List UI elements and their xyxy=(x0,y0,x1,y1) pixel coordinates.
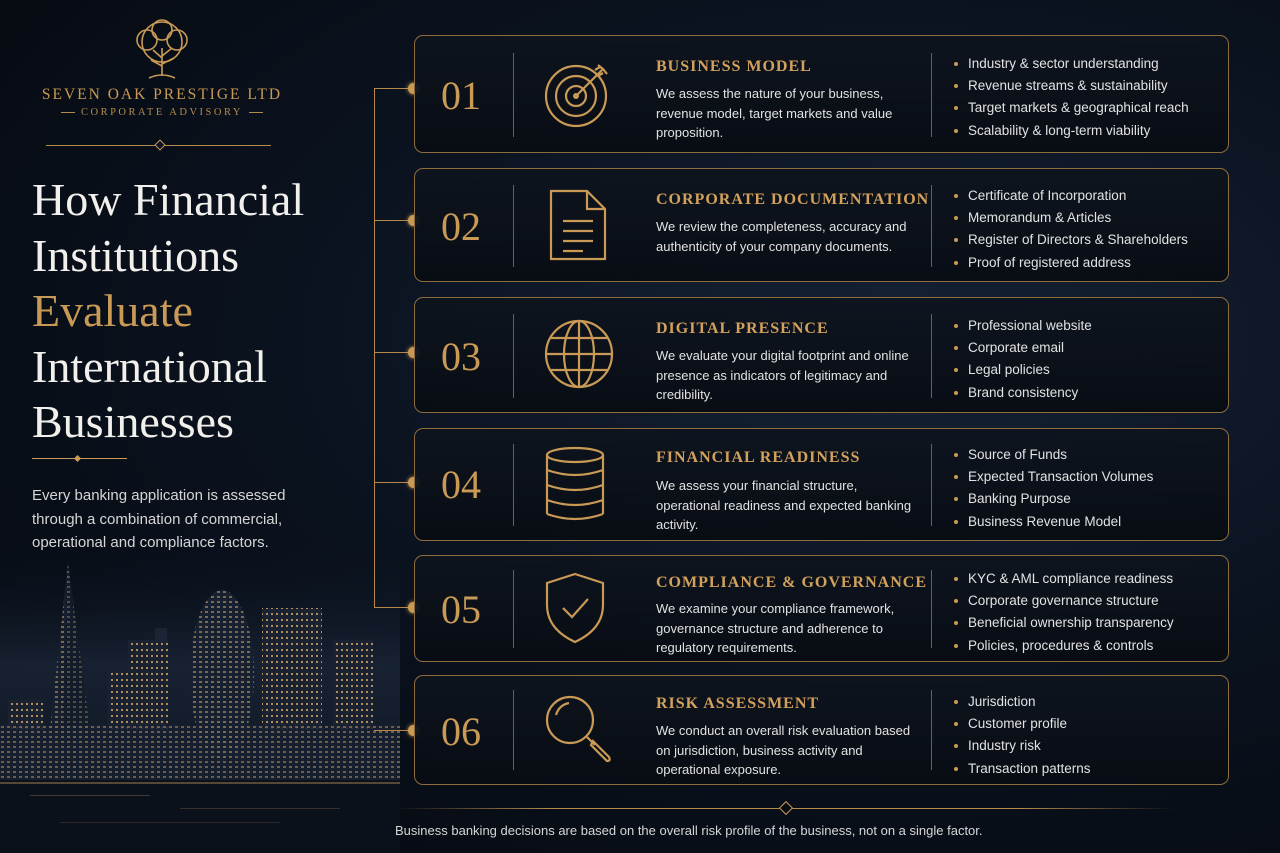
bullet-item: Certificate of Incorporation xyxy=(952,185,1188,207)
step-card-03 xyxy=(414,297,1229,413)
step-number: 02 xyxy=(441,204,481,249)
bullet-divider xyxy=(931,185,932,267)
step-card-05 xyxy=(414,555,1229,662)
step-description: We conduct an overall risk evaluation based on jurisdiction, business activity and operational exposure. xyxy=(656,723,911,777)
step-bullets xyxy=(952,568,1174,657)
oak-tree-icon xyxy=(127,18,197,82)
number-divider xyxy=(513,570,514,648)
bullet-item: Corporate email xyxy=(952,337,1092,359)
bullet-item: Industry risk xyxy=(952,735,1091,757)
step-bullets xyxy=(952,185,1188,274)
bullet-item: Business Revenue Model xyxy=(952,511,1153,533)
bullet-item: Industry & sector understanding xyxy=(952,53,1189,75)
step-bullets xyxy=(952,691,1091,780)
step-card-01 xyxy=(414,35,1229,153)
bullet-item: KYC & AML compliance readiness xyxy=(952,568,1174,590)
step-description: We assess the nature of your business, revenue model, target markets and value proposition. xyxy=(656,86,893,140)
bullet-item: Target markets & geographical reach xyxy=(952,97,1189,119)
bullet-item: Jurisdiction xyxy=(952,691,1091,713)
bullet-divider xyxy=(931,53,932,137)
bullet-item: Scalability & long-term viability xyxy=(952,120,1189,142)
number-divider xyxy=(513,314,514,398)
bullet-item: Proof of registered address xyxy=(952,252,1188,274)
bullet-item: Legal policies xyxy=(952,359,1092,381)
globe-icon xyxy=(543,318,615,390)
step-card-06 xyxy=(414,675,1229,785)
magnifier-icon xyxy=(543,693,615,765)
step-description: We review the completeness, accuracy and authenticity of your company documents. xyxy=(656,219,907,254)
step-title: RISK ASSESSMENT xyxy=(656,695,820,712)
step-description: We assess your financial structure, operational readiness and expected banking activity. xyxy=(656,478,912,532)
number-divider xyxy=(513,53,514,137)
bullet-item: Customer profile xyxy=(952,713,1091,735)
title-line-2: Institutions xyxy=(32,229,240,281)
bullet-divider xyxy=(931,444,932,526)
step-card-02 xyxy=(414,168,1229,282)
step-card-04 xyxy=(414,428,1229,541)
bullet-item: Policies, procedures & controls xyxy=(952,635,1174,657)
shield-check-icon xyxy=(543,571,607,645)
page-title xyxy=(32,172,392,450)
bullet-item: Corporate governance structure xyxy=(952,590,1174,612)
bullet-divider xyxy=(931,570,932,648)
bullet-item: Register of Directors & Shareholders xyxy=(952,229,1188,251)
bullet-item: Revenue streams & sustainability xyxy=(952,75,1189,97)
bullet-item: Expected Transaction Volumes xyxy=(952,466,1153,488)
number-divider xyxy=(513,444,514,526)
brand-name: SEVEN OAK PRESTIGE LTD xyxy=(41,86,283,103)
target-icon xyxy=(543,57,615,129)
bullet-item: Transaction patterns xyxy=(952,758,1091,780)
step-number: 06 xyxy=(441,709,481,754)
footer-note: Business banking decisions are based on the overall risk profile of the business, not on a single factor. xyxy=(395,823,983,838)
step-title: FINANCIAL READINESS xyxy=(656,449,861,466)
bullet-item: Banking Purpose xyxy=(952,488,1153,510)
bullet-item: Memorandum & Articles xyxy=(952,207,1188,229)
title-line-1: How Financial xyxy=(32,174,305,225)
step-number: 01 xyxy=(441,73,481,118)
brand-logo xyxy=(32,18,292,118)
intro-text: Every banking application is assessed through a combination of commercial, operational and compliance factors. xyxy=(32,487,286,551)
step-number: 03 xyxy=(441,334,481,379)
step-title: CORPORATE DOCUMENTATION xyxy=(656,191,930,208)
timeline-line xyxy=(374,88,375,608)
bullet-item: Beneficial ownership transparency xyxy=(952,612,1174,634)
bullet-divider xyxy=(931,314,932,398)
number-divider xyxy=(513,690,514,770)
city-skyline-illustration xyxy=(0,540,400,853)
title-line-3-highlight: Evaluate xyxy=(32,285,193,336)
step-bullets xyxy=(952,315,1092,404)
number-divider xyxy=(513,185,514,267)
step-title: COMPLIANCE & GOVERNANCE xyxy=(656,574,927,591)
step-description: We examine your compliance framework, governance structure and adherence to regulatory requirements. xyxy=(656,601,895,655)
step-number: 05 xyxy=(441,587,481,632)
step-title: DIGITAL PRESENCE xyxy=(656,320,829,337)
brand-tagline: CORPORATE ADVISORY xyxy=(32,107,292,118)
title-divider-dot xyxy=(74,455,81,462)
step-title: BUSINESS MODEL xyxy=(656,58,812,75)
step-bullets xyxy=(952,444,1153,533)
step-description: We evaluate your digital footprint and online presence as indicators of legitimacy and credibility. xyxy=(656,348,909,402)
title-line-4: International xyxy=(32,340,268,392)
bullet-item: Professional website xyxy=(952,315,1092,337)
bullet-item: Source of Funds xyxy=(952,444,1153,466)
step-number: 04 xyxy=(441,462,481,507)
title-line-5: Businesses xyxy=(32,396,234,447)
database-icon xyxy=(543,446,607,524)
logo-divider-diamond xyxy=(154,139,165,150)
left-panel xyxy=(0,0,400,853)
step-bullets xyxy=(952,53,1189,142)
bullet-divider xyxy=(931,690,932,770)
document-icon xyxy=(543,187,615,263)
bullet-item: Brand consistency xyxy=(952,382,1092,404)
